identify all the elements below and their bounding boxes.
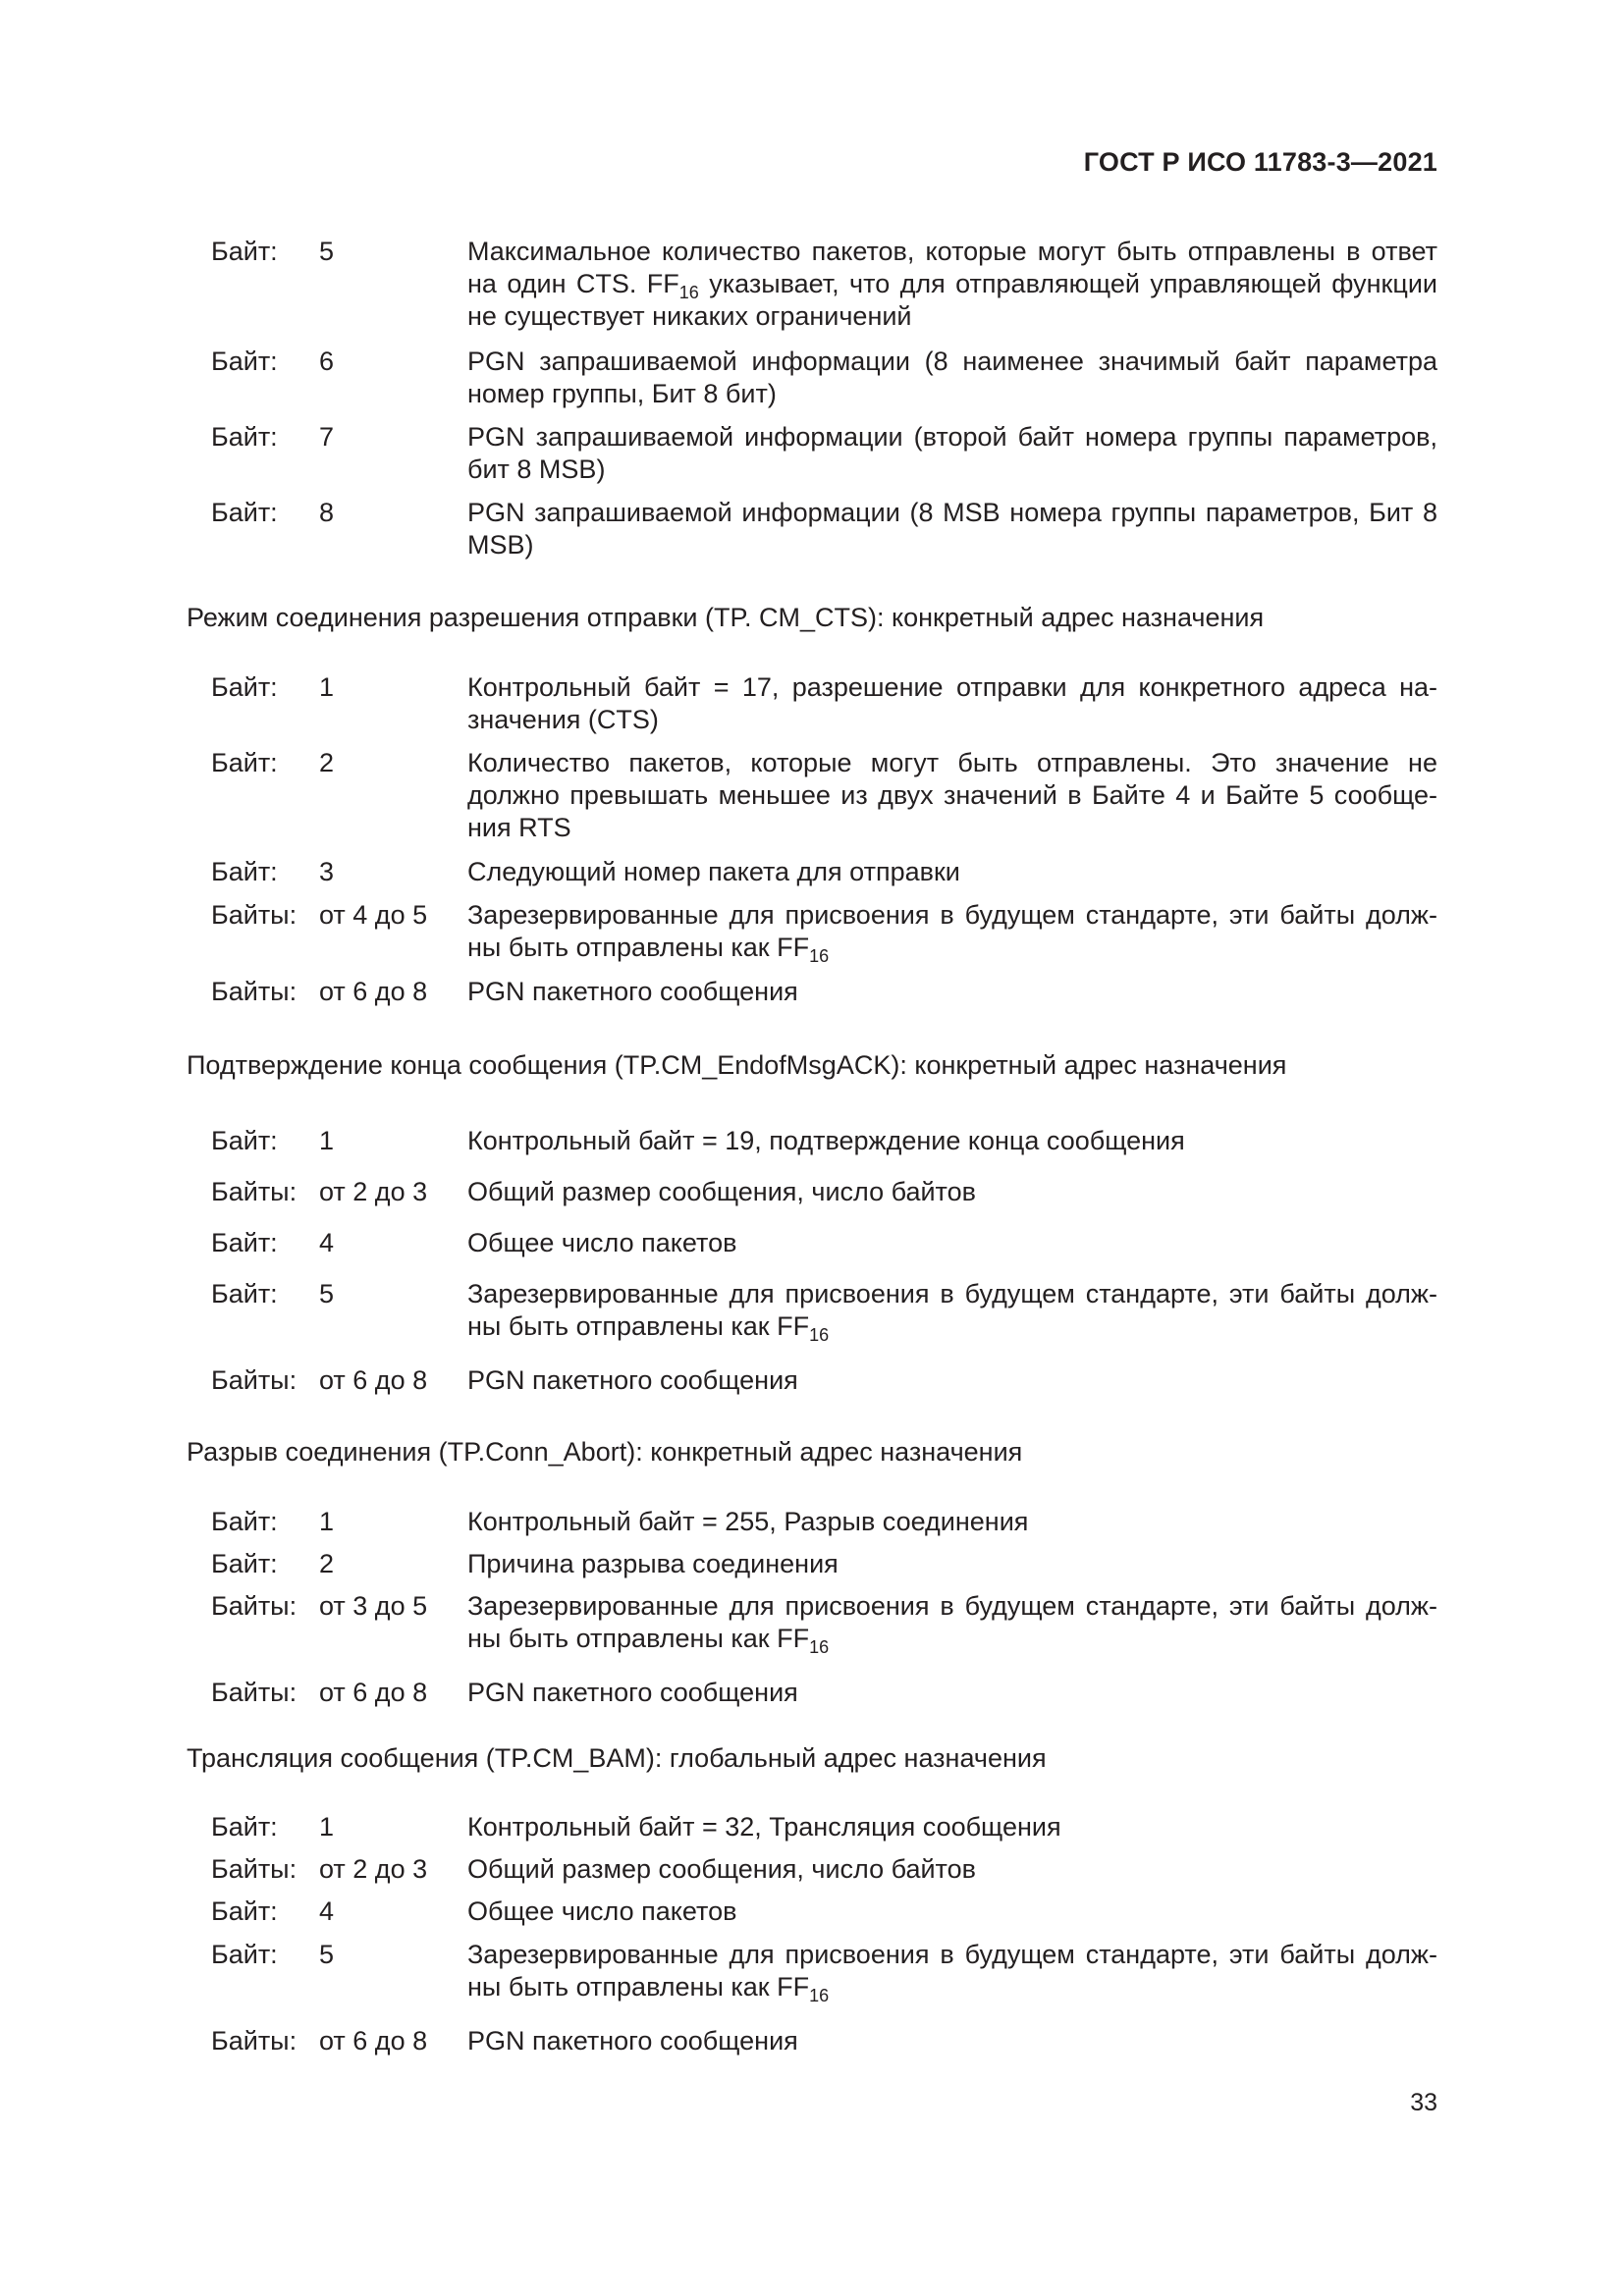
byte-number: 4 xyxy=(319,1896,335,1926)
desc-text: Общий размер сообщения, число байтов xyxy=(467,1177,976,1206)
byte-number: 1 xyxy=(319,1126,335,1155)
byte-entry xyxy=(211,1227,1437,1259)
byte-label: Байт: xyxy=(211,237,278,266)
desc-text: Контрольный байт = 255, Разрыв соединения xyxy=(467,1507,1029,1536)
byte-label: Байты: xyxy=(211,1365,298,1395)
byte-number: 2 xyxy=(319,748,335,777)
byte-label: Байт: xyxy=(211,672,278,702)
byte-number: от 6 до 8 xyxy=(319,1365,428,1395)
desc-text: на один CTS. FF xyxy=(467,269,679,298)
byte-description xyxy=(467,671,1437,736)
desc-text: PGN пакетного сообщения xyxy=(467,2026,798,2056)
desc-text: 8 MSB) xyxy=(467,498,1437,560)
desc-text: бит 8 MSB) xyxy=(467,454,606,484)
desc-text: PGN пакетного сообщения xyxy=(467,977,798,1006)
desc-text: Зарезервированные для присвоения в будущем стандарте, эти байты долж- xyxy=(467,900,1437,930)
byte-description xyxy=(467,1939,1437,2003)
byte-entry xyxy=(211,2025,1437,2057)
byte-entry xyxy=(211,856,1437,888)
section-title: Подтверждение конца сообщения (TP.CM_EndofMsgACK): конкретный адрес назначения xyxy=(187,1050,1287,1080)
desc-text: Максимальное количество пакетов, которые могут быть отправлены в ответ xyxy=(467,237,1437,266)
byte-entry xyxy=(211,421,1437,486)
byte-number: 6 xyxy=(319,347,335,376)
byte-entry xyxy=(211,1364,1437,1397)
desc-text: ны быть отправлены как FF xyxy=(467,1311,810,1341)
desc-text: PGN запрашиваемой информации (8 MSB номера группы параметров, Бит xyxy=(467,498,1414,527)
byte-description xyxy=(467,1506,1437,1538)
byte-number: 4 xyxy=(319,1228,335,1257)
byte-label: Байты: xyxy=(211,1591,298,1621)
desc-text: не существует никаких ограничений xyxy=(467,301,912,331)
byte-label: Байт: xyxy=(211,1507,278,1536)
byte-label: Байт: xyxy=(211,1812,278,1842)
byte-entry xyxy=(211,747,1437,844)
desc-text: Контрольный байт = 32, Трансляция сообщения xyxy=(467,1812,1061,1842)
subscript-16: 16 xyxy=(809,1325,830,1345)
desc-text: PGN пакетного сообщения xyxy=(467,1678,798,1707)
byte-description xyxy=(467,1896,1437,1928)
byte-entry xyxy=(211,1896,1437,1928)
byte-label: Байты: xyxy=(211,2026,298,2056)
byte-label: Байт: xyxy=(211,1549,278,1578)
section-title: Трансляция сообщения (TP.CM_BAM): глобальный адрес назначения xyxy=(187,1743,1047,1773)
document-header: ГОСТ Р ИСО 11783-3—2021 xyxy=(1083,147,1437,177)
byte-entry xyxy=(211,497,1437,561)
byte-number: 1 xyxy=(319,1507,335,1536)
byte-label: Байт: xyxy=(211,1896,278,1926)
section-title: Режим соединения разрешения отправки (TP. CM_CTS): конкретный адрес назначения xyxy=(187,603,1265,632)
byte-description xyxy=(467,346,1437,410)
byte-description xyxy=(467,747,1437,844)
byte-label: Байт: xyxy=(211,498,278,527)
byte-description xyxy=(467,1853,1437,1886)
byte-description xyxy=(467,421,1437,486)
byte-label: Байт: xyxy=(211,422,278,452)
desc-text: PGN запрашиваемой информации (8 наименее значимый байт параметра xyxy=(467,347,1437,376)
byte-label: Байты: xyxy=(211,900,298,930)
byte-label: Байты: xyxy=(211,1854,298,1884)
byte-number: 3 xyxy=(319,857,335,886)
byte-label: Байты: xyxy=(211,977,298,1006)
byte-number: от 6 до 8 xyxy=(319,977,428,1006)
desc-text: Общее число пакетов xyxy=(467,1228,737,1257)
byte-description xyxy=(467,236,1437,333)
desc-text: значения (CTS) xyxy=(467,705,659,734)
byte-number: от 6 до 8 xyxy=(319,2026,428,2056)
byte-label: Байты: xyxy=(211,1678,298,1707)
byte-description xyxy=(467,1278,1437,1343)
byte-entry xyxy=(211,1853,1437,1886)
byte-entry xyxy=(211,976,1437,1008)
byte-label: Байт: xyxy=(211,1279,278,1308)
byte-description xyxy=(467,1590,1437,1655)
byte-description xyxy=(467,2025,1437,2057)
byte-entry xyxy=(211,1278,1437,1343)
desc-text: ны быть отправлены как FF xyxy=(467,1972,810,2002)
byte-number: 5 xyxy=(319,237,335,266)
byte-entry xyxy=(211,1677,1437,1709)
byte-number: от 6 до 8 xyxy=(319,1678,428,1707)
byte-description xyxy=(467,1811,1437,1843)
byte-entry xyxy=(211,236,1437,333)
subscript-16: 16 xyxy=(809,946,830,966)
subscript-16: 16 xyxy=(678,283,699,302)
desc-text: ны быть отправлены как FF xyxy=(467,1624,810,1653)
desc-text: Контрольный байт = 19, подтверждение конца сообщения xyxy=(467,1126,1185,1155)
byte-label: Байт: xyxy=(211,857,278,886)
byte-description xyxy=(467,976,1437,1008)
byte-description xyxy=(467,1227,1437,1259)
byte-description xyxy=(467,1176,1437,1208)
page-number: 33 xyxy=(1410,2089,1437,2116)
byte-number: 1 xyxy=(319,1812,335,1842)
byte-entry xyxy=(211,1939,1437,2003)
desc-text: Количество пакетов, которые могут быть отправлены. Это значение не xyxy=(467,748,1437,777)
byte-description xyxy=(467,1364,1437,1397)
desc-text: Общий размер сообщения, число байтов xyxy=(467,1854,976,1884)
byte-entry xyxy=(211,899,1437,964)
byte-number: 5 xyxy=(319,1279,335,1308)
byte-number: 2 xyxy=(319,1549,335,1578)
byte-description xyxy=(467,1677,1437,1709)
byte-entry xyxy=(211,1590,1437,1655)
byte-entry xyxy=(211,1506,1437,1538)
byte-number: 1 xyxy=(319,672,335,702)
byte-number: от 4 до 5 xyxy=(319,900,428,930)
desc-text: PGN пакетного сообщения xyxy=(467,1365,798,1395)
byte-number: 8 xyxy=(319,498,335,527)
desc-text: ны быть отправлены как FF xyxy=(467,933,810,962)
byte-label: Байт: xyxy=(211,1126,278,1155)
byte-entry xyxy=(211,671,1437,736)
byte-label: Байты: xyxy=(211,1177,298,1206)
byte-entry xyxy=(211,346,1437,410)
desc-text: Общее число пакетов xyxy=(467,1896,737,1926)
byte-number: 7 xyxy=(319,422,335,452)
desc-text: Контрольный байт = 17, разрешение отправки для конкретного адреса на- xyxy=(467,672,1437,702)
byte-number: от 3 до 5 xyxy=(319,1591,428,1621)
byte-description xyxy=(467,1125,1437,1157)
byte-label: Байт: xyxy=(211,347,278,376)
byte-number: 5 xyxy=(319,1940,335,1969)
desc-text: Зарезервированные для присвоения в будущем стандарте, эти байты долж- xyxy=(467,1279,1437,1308)
byte-label: Байт: xyxy=(211,1940,278,1969)
desc-text: PGN запрашиваемой информации (второй байт номера группы параметров, xyxy=(467,422,1437,452)
desc-text: ния RTS xyxy=(467,813,571,842)
byte-label: Байт: xyxy=(211,748,278,777)
desc-text: Зарезервированные для присвоения в будущем стандарте, эти байты долж- xyxy=(467,1940,1437,1969)
byte-entry xyxy=(211,1125,1437,1157)
byte-label: Байт: xyxy=(211,1228,278,1257)
byte-entry xyxy=(211,1811,1437,1843)
byte-number: от 2 до 3 xyxy=(319,1854,428,1884)
byte-description xyxy=(467,1548,1437,1580)
desc-text: указывает, что для отправляющей управляющей функции xyxy=(698,269,1437,298)
subscript-16: 16 xyxy=(809,1986,830,2005)
byte-entry xyxy=(211,1176,1437,1208)
desc-text: Зарезервированные для присвоения в будущем стандарте, эти байты долж- xyxy=(467,1591,1437,1621)
desc-text: должно превышать меньшее из двух значений в Байте 4 и Байте 5 сообще- xyxy=(467,780,1437,810)
desc-text: Следующий номер пакета для отправки xyxy=(467,857,960,886)
byte-description xyxy=(467,899,1437,964)
byte-description xyxy=(467,856,1437,888)
desc-text: номер группы, Бит 8 бит) xyxy=(467,379,777,408)
subscript-16: 16 xyxy=(809,1637,830,1657)
byte-number: от 2 до 3 xyxy=(319,1177,428,1206)
section-title: Разрыв соединения (TP.Conn_Abort): конкретный адрес назначения xyxy=(187,1437,1023,1467)
byte-entry xyxy=(211,1548,1437,1580)
desc-text: Причина разрыва соединения xyxy=(467,1549,839,1578)
byte-description xyxy=(467,497,1437,561)
